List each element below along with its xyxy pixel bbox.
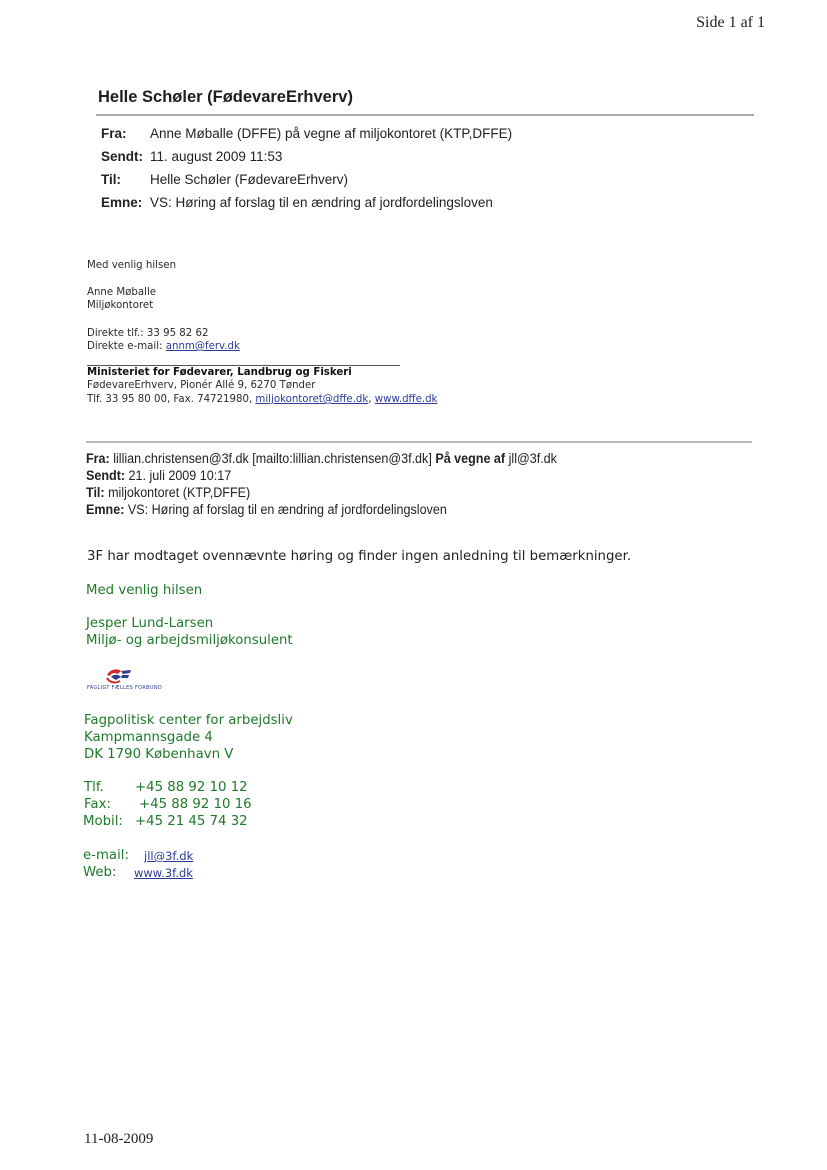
header2-behalf-label: På vegne af [435, 451, 506, 466]
signature2-tlf-label: Tlf. [84, 780, 104, 795]
header1-from-row [101, 126, 512, 141]
signature2-web-link[interactable]: www.3f.dk [134, 866, 193, 880]
signature2-org: Fagpolitisk center for arbejdsliv [84, 713, 293, 728]
header2-from-label: Fra: [86, 451, 110, 466]
signature1-office: Miljøkontoret [87, 300, 154, 311]
sender-title: Helle Schøler (FødevareErhverv) [98, 88, 353, 106]
header1-subject-label: Emne: [101, 195, 143, 210]
header1-to-row [101, 172, 348, 187]
signature2-tlf: +45 88 92 10 12 [135, 780, 248, 795]
header2-subject-label: Emne: [86, 502, 125, 517]
signature2-mobil-label: Mobil: [83, 814, 123, 829]
signature2-mobil: +45 21 45 74 32 [135, 814, 248, 829]
signature2-fax-label: Fax: [84, 797, 111, 812]
header2-sent-row [86, 468, 231, 483]
header2-to: miljokontoret (KTP,DFFE) [108, 485, 251, 500]
signature2-name: Jesper Lund-Larsen [86, 616, 214, 631]
header1-to-label: Til: [101, 172, 121, 187]
signature1-phone: Direkte tlf.: 33 95 82 62 [87, 328, 209, 339]
header1-to: Helle Schøler (FødevareErhverv) [150, 172, 349, 187]
header1-from: Anne Møballe (DFFE) på vegne af miljokontoret (KTP,DFFE) [150, 126, 513, 141]
thread-divider [86, 441, 752, 443]
signature1-contact-email-link[interactable]: miljokontoret@dffe.dk [255, 394, 369, 405]
header1-from-label: Fra: [101, 126, 127, 141]
signature1-contact-prefix: Tlf. 33 95 80 00, Fax. 74721980, [87, 394, 256, 405]
signature1-address: FødevareErhverv, Pionér Allé 9, 6270 Tønder [87, 380, 316, 391]
3f-logo [85, 665, 185, 693]
header2-behalf: jll@3f.dk [508, 451, 557, 466]
header2-to-row [86, 485, 250, 500]
header2-subject: VS: Høring af forslag til en ændring af jordfordelingsloven [127, 502, 447, 517]
signature2-email-row [144, 849, 193, 864]
signature1-divider [87, 365, 400, 366]
header1-sent-label: Sendt: [101, 149, 143, 164]
header1-subject: VS: Høring af forslag til en ændring af jordfordelingsloven [150, 195, 493, 210]
signature1-contact-web-link[interactable]: www.dffe.dk [374, 394, 438, 405]
3f-logo-text: FAGLIGT FÆLLES FORBUND [87, 685, 163, 691]
signature1-name: Anne Møballe [87, 287, 157, 298]
signature2-web-row [134, 866, 193, 881]
signature1-ministry: Ministeriet for Fødevarer, Landbrug og Fiskeri [87, 367, 352, 378]
header2-sent-label: Sendt: [86, 468, 126, 483]
header2-sent: 21. juli 2009 10:17 [128, 468, 232, 483]
signature2-fax: +45 88 92 10 16 [139, 797, 252, 812]
email-body-text: 3F har modtaget ovennævnte høring og finder ingen anledning til bemærkninger. [87, 549, 632, 564]
header2-from-row [86, 451, 557, 466]
signature2-city: DK 1790 København V [84, 747, 234, 762]
signature1-email-row [87, 341, 240, 352]
signature1-contact-sep: , [368, 394, 375, 405]
header1-sent-row [101, 149, 282, 164]
signature2-web-label: Web: [83, 865, 117, 880]
title-divider [96, 114, 754, 116]
signature2-email-link[interactable]: jll@3f.dk [144, 849, 194, 863]
signature1-email-label: Direkte e-mail: [87, 341, 166, 352]
page-number: Side 1 af 1 [696, 14, 765, 31]
header2-subject-row [86, 502, 447, 517]
signature1-contact-row [87, 394, 437, 405]
signature1-email-link[interactable]: annm@ferv.dk [165, 341, 240, 352]
header2-to-label: Til: [86, 485, 105, 500]
signature2-greeting: Med venlig hilsen [86, 583, 203, 598]
footer-date: 11-08-2009 [84, 1131, 154, 1147]
signature2-title: Miljø- og arbejdsmiljøkonsulent [86, 633, 293, 648]
signature2-email-label: e-mail: [83, 848, 129, 863]
signature1-greeting: Med venlig hilsen [87, 260, 177, 271]
header2-from: lillian.christensen@3f.dk [mailto:lillian.christensen@3f.dk] [113, 451, 432, 466]
signature2-street: Kampmannsgade 4 [84, 730, 213, 745]
header1-subject-row [101, 195, 493, 210]
header1-sent: 11. august 2009 11:53 [150, 149, 283, 164]
